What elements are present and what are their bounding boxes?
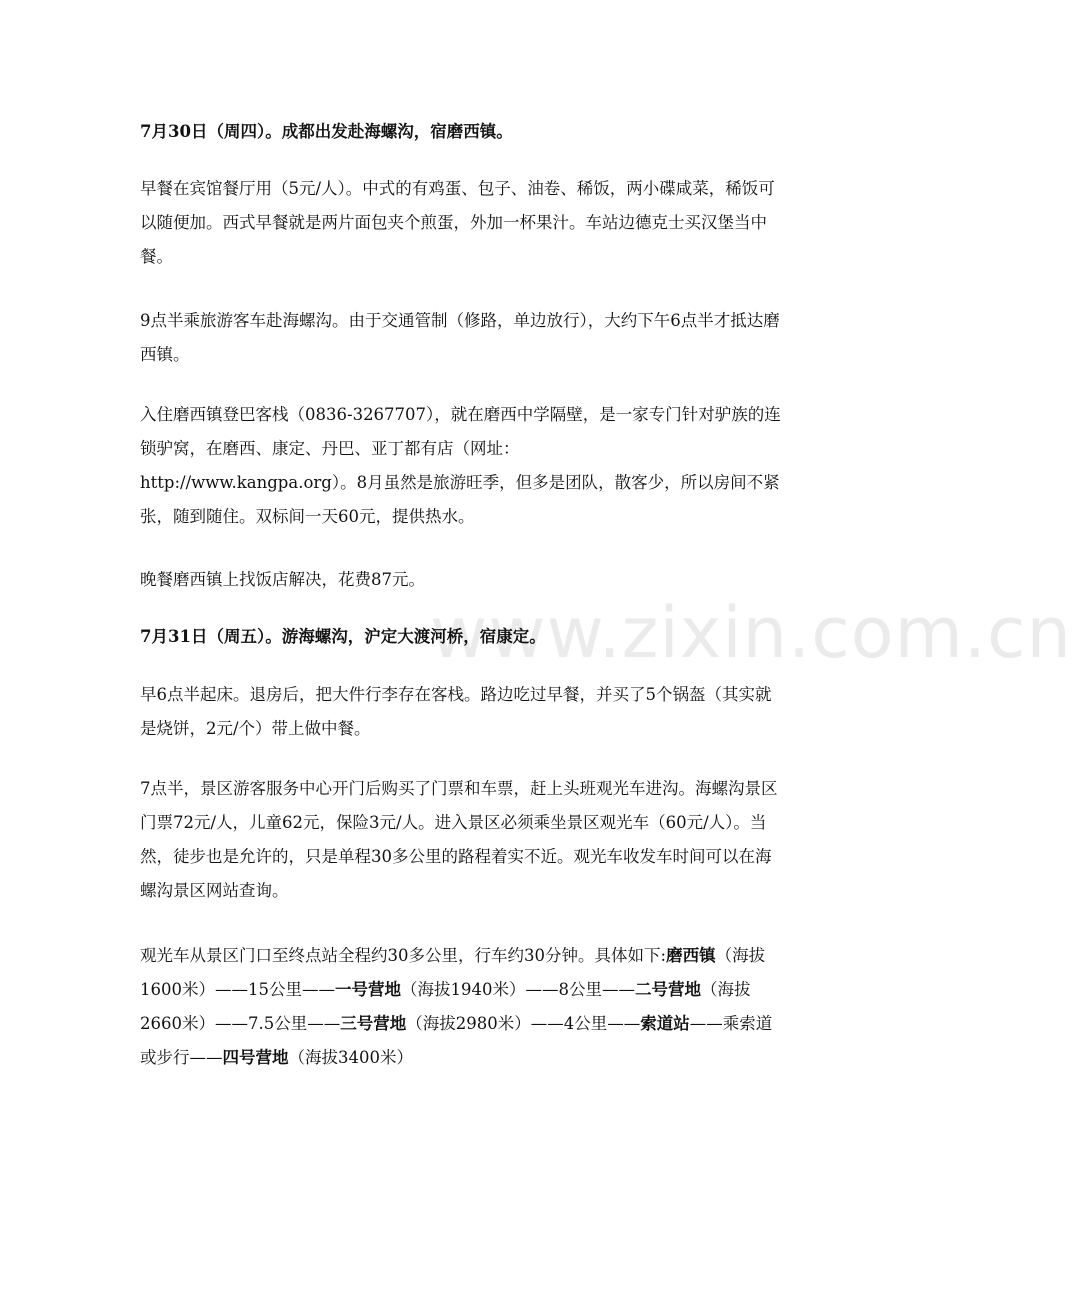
lodging-text-continued: http://www.kangpa.org）。8月虽然是旅游旺季，但多是团队，散客少，所以房间不紧张，随到随住。双标间一天60元，提供热水。: [140, 473, 780, 526]
day1-lodging-paragraph: [140, 398, 785, 534]
watermark: www.zixin.com.cn: [430, 592, 1072, 674]
route-segment-6: （海拔3400米）: [288, 1048, 413, 1067]
route-stop-camp-2: 二号营地: [635, 980, 701, 999]
route-stop-camp-1: 一号营地: [335, 980, 401, 999]
route-stop-moxi: 磨西镇: [666, 946, 716, 965]
route-segment-4: （海拔2980米）——4公里——: [406, 1014, 641, 1033]
route-segment-1: （海拔1600米）——15公里——: [140, 946, 766, 999]
day2-route-paragraph: [140, 939, 785, 1075]
day2-tickets-paragraph: 7点半，景区游客服务中心开门后购买了门票和车票，赶上头班观光车进沟。海螺沟景区门票72元/人，儿童62元，保险3元/人。进入景区必须乘坐景区观光车（60元/人）。当然，徒步也是允许的，只是单程30多公里的路程着实不近。观光车收发车时间可以在海螺沟景区网站查询。: [140, 779, 778, 900]
route-intro: 观光车从景区门口至终点站全程约30多公里，行车约30分钟。具体如下:: [140, 946, 667, 965]
route-segment-2: （海拔1940米）——8公里——: [401, 980, 635, 999]
route-stop-camp-3: 三号营地: [340, 1014, 407, 1033]
route-segment-3: （海拔2660米）——7.5公里——: [140, 980, 751, 1033]
route-segment-5: ——乘索道或步行——: [140, 1014, 773, 1067]
day1-bus-paragraph: 9点半乘旅游客车赴海螺沟。由于交通管制（修路，单边放行），大约下午6点半才抵达磨西镇。: [140, 311, 780, 364]
day2-morning-paragraph: 早6点半起床。退房后，把大件行李存在客栈。路边吃过早餐，并买了5个锅盔（其实就是烧饼，2元/个）带上做中餐。: [140, 685, 772, 738]
route-stop-camp-4: 四号营地: [222, 1048, 289, 1067]
day1-heading: 7月30日（周四）。成都出发赴海螺沟，宿磨西镇。: [140, 122, 513, 141]
lodging-text: 入住磨西镇登巴客栈（0836-3267707），就在磨西中学隔壁，是一家专门针对驴族的连锁驴窝，在磨西、康定、丹巴、亚丁都有店（网址：: [140, 405, 781, 458]
day2-heading: 7月31日（周五）。游海螺沟，沪定大渡河桥，宿康定。: [140, 627, 546, 646]
day1-breakfast-paragraph: 早餐在宾馆餐厅用（5元/人）。中式的有鸡蛋、包子、油卷、稀饭，两小碟咸菜，稀饭可以随便加。西式早餐就是两片面包夹个煎蛋，外加一杯果汁。车站边德克士买汉堡当中餐。: [140, 179, 775, 266]
day1-dinner-paragraph: 晚餐磨西镇上找饭店解决，花费87元。: [140, 570, 425, 589]
route-stop-cableway: 索道站: [640, 1014, 690, 1033]
